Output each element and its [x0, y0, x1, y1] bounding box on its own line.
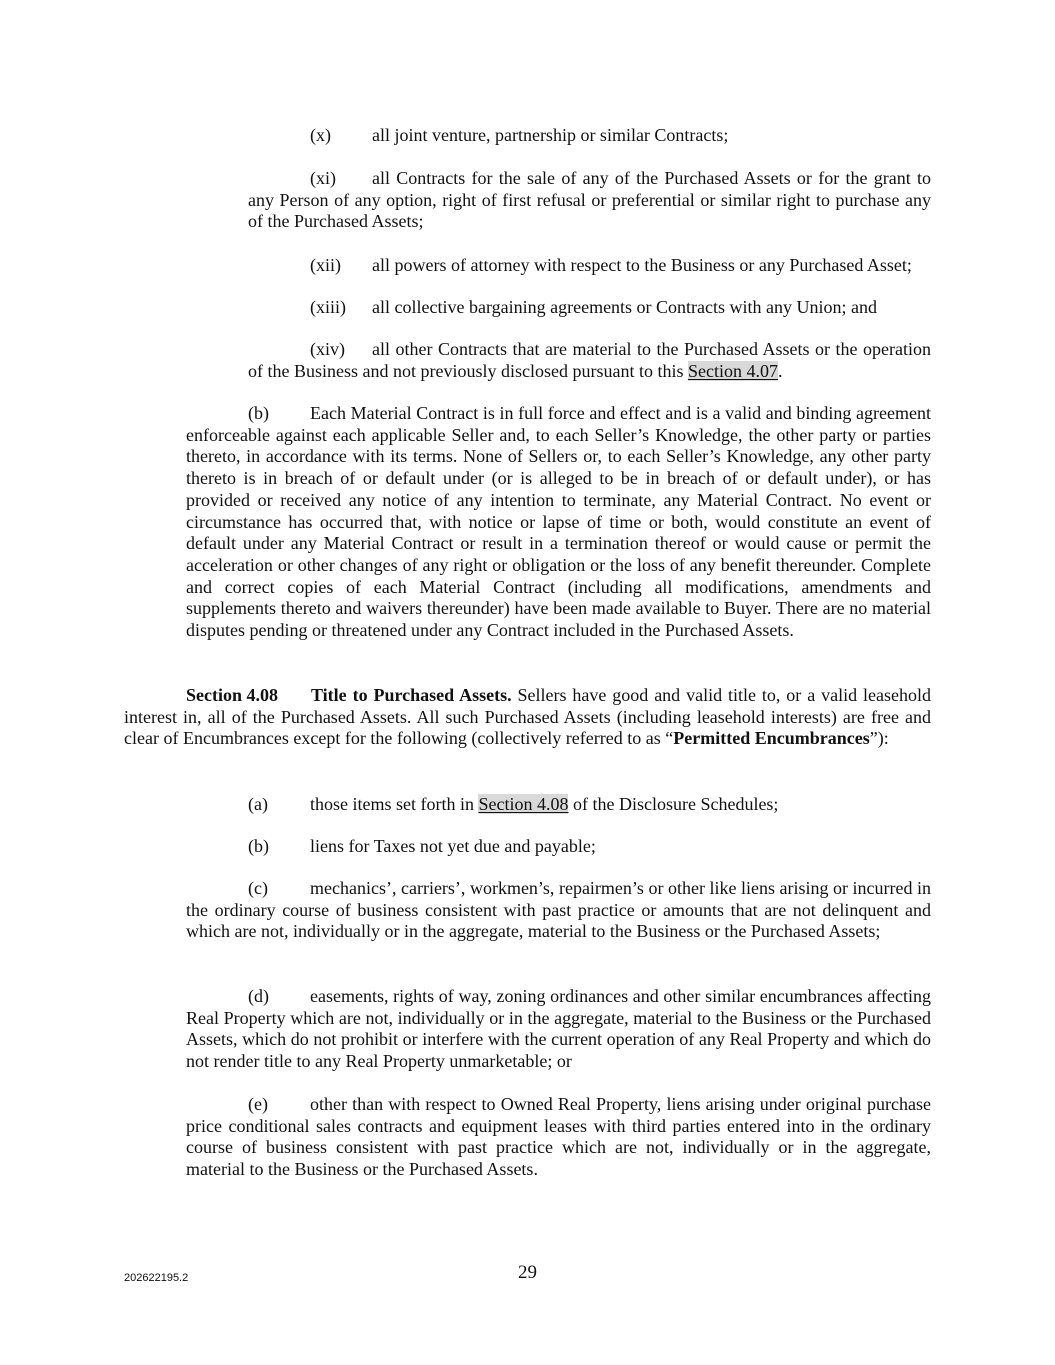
item-text: those items set forth in [310, 794, 479, 814]
item-number: (xii) [310, 255, 341, 275]
item-number: (a) [248, 794, 268, 814]
item-text: easements, rights of way, zoning ordinances and other similar encumbrances affecting Real Property which are not, individually or in the aggregate, material to the Business or the Purchased Assets, which do not prohibit or interfere with the current operation of any Real Property and which do not render title to any Real Property unmarketable; or [186, 986, 931, 1072]
item-text: all powers of attorney with respect to the Business or any Purchased Asset; [372, 255, 912, 275]
section-4-08-link[interactable]: Section 4.08 [478, 794, 569, 814]
paragraph-text: Each Material Contract is in full force and effect and is a valid and binding agreement enforceable against each applicable Seller and, to each Seller’s Knowledge, the other party or parties thereto, in accordance with its terms. None of Sellers or, to each Seller’s Knowledge, any other party thereto is in breach of or default under (or is alleged to be in breach of or default under), or has provided or received any notice of any intention to terminate, any Material Contract. No event or circumstance has occurred that, with notice or lapse of time or both, would constitute an event of default under any Material Contract or result in a termination thereof or would cause or permit the acceleration or other changes of any right or obligation or the loss of any benefit thereunder. Complete and correct copies of each Material Contract (including all modifications, amendments and supplements thereto and waivers thereunder) have been made available to Buyer. There are no material disputes pending or threatened under any Contract included in the Purchased Assets. [186, 403, 931, 641]
item-text: all other Contracts that are material to the Purchased Assets or the operation of the Business and not previously disclosed pursuant to this [248, 339, 931, 381]
item-number: (e) [248, 1094, 268, 1114]
section-text: Sellers have good and valid title to, or a valid leasehold interest in, all of the Purchased Assets. All such Purchased Assets (including leasehold interests) are free and clear of Encumbrances except for the following (collectively referred to as “ [124, 685, 931, 749]
defined-term: Permitted Encumbrances [673, 728, 870, 749]
item-text: mechanics’, carriers’, workmen’s, repairmen’s or other like liens arising or incurred in the ordinary course of business consistent with past practice or amounts that are not delinquent and which are not, individually or in the aggregate, material to the Business or the Purchased Assets; [186, 878, 931, 942]
list-item-xi [248, 168, 931, 233]
section-4-08-paragraph [124, 685, 931, 750]
item-text-end: . [777, 360, 783, 381]
list-item-xiii [310, 297, 877, 319]
list-item-e [186, 1094, 931, 1181]
list-item-xii [310, 255, 912, 277]
paragraph-b [186, 403, 931, 642]
item-number: (b) [248, 836, 269, 856]
item-text-end: of the Disclosure Schedules; [568, 794, 779, 814]
item-text: other than with respect to Owned Real Property, liens arising under original purchase price conditional sales contracts and equipment leases with third parties entered into in the ordinary course of business consistent with past practice which are not, individually or in the aggregate, material to the Business or the Purchased Assets. [186, 1094, 931, 1180]
section-4-07-link[interactable]: Section 4.07 [687, 360, 778, 381]
list-item-a [248, 794, 778, 816]
list-item-d [186, 986, 931, 1073]
list-item-c [186, 878, 931, 943]
item-number: (xiv) [310, 339, 345, 359]
section-number: Section 4.08 [186, 685, 278, 705]
page-number: 29 [518, 1262, 537, 1283]
item-text: all joint venture, partnership or similar Contracts; [372, 125, 729, 145]
document-id: 202622195.2 [124, 1272, 189, 1284]
list-item-x [310, 125, 728, 147]
section-text-end: ”): [869, 728, 889, 749]
paragraph-number: (b) [248, 403, 269, 423]
item-number: (x) [310, 125, 331, 145]
item-text: liens for Taxes not yet due and payable; [310, 836, 596, 856]
item-number: (c) [248, 878, 268, 898]
section-title: Title to Purchased Assets. [311, 685, 512, 705]
item-text: all collective bargaining agreements or Contracts with any Union; and [372, 297, 878, 317]
list-item-xiv [248, 339, 931, 382]
item-number: (xiii) [310, 297, 346, 317]
list-item-b [248, 836, 596, 858]
item-number: (d) [248, 986, 269, 1006]
item-text: all Contracts for the sale of any of the Purchased Assets or for the grant to any Person of any option, right of first refusal or preferential or similar right to purchase any of the Purchased Assets; [248, 168, 931, 232]
item-number: (xi) [310, 168, 336, 188]
